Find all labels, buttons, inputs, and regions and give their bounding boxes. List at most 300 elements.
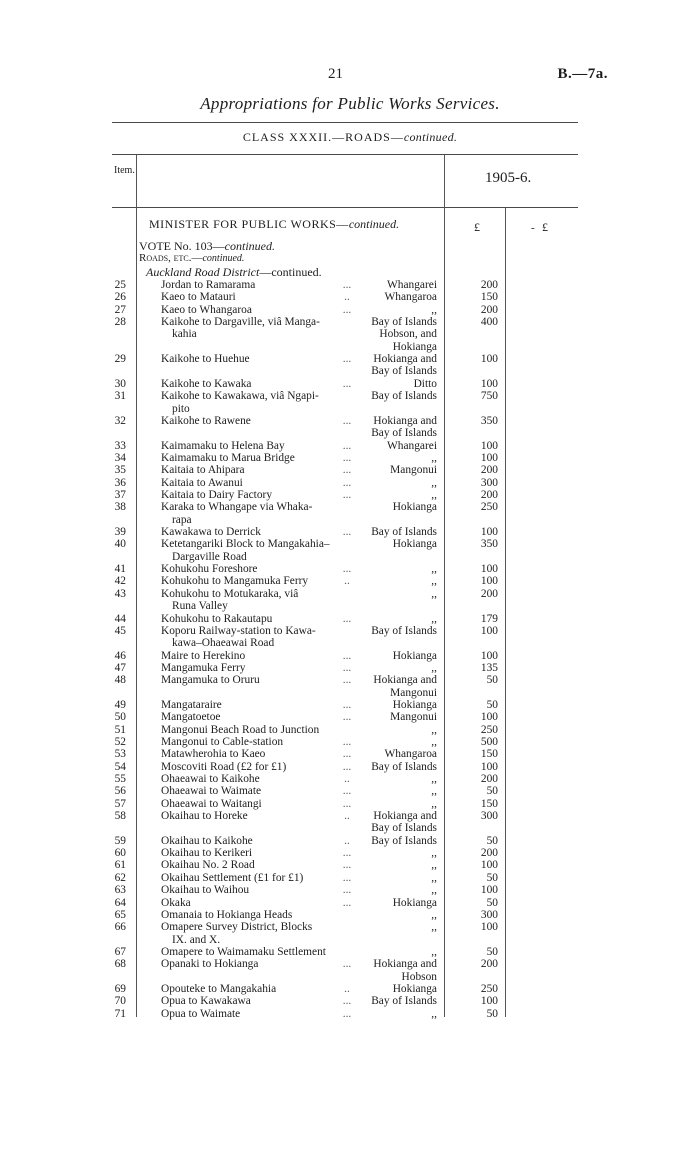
district-location: ,, <box>431 797 437 810</box>
district-location: Hokianga <box>392 340 437 353</box>
district-location: Bay of Islands <box>371 526 437 538</box>
amount: 200 <box>480 773 498 785</box>
amount: 100 <box>480 649 498 662</box>
table-row <box>0 650 700 663</box>
district-location: Ditto <box>413 377 437 390</box>
amount: 500 <box>480 736 498 748</box>
table-row <box>0 958 700 971</box>
roads-heading-main: Roads, etc.— <box>139 252 203 264</box>
table-row <box>0 983 700 996</box>
district-location: Bay of Islands <box>371 427 437 440</box>
table-row <box>0 613 700 626</box>
road-description: Ohaeawai to Waimate <box>161 785 262 798</box>
road-description: Okaka <box>161 896 191 909</box>
leader-dots: ... <box>342 464 352 477</box>
leader-dots: ... <box>342 451 352 464</box>
table-row <box>0 810 700 823</box>
table-row <box>0 427 700 440</box>
leader-dots: ... <box>342 279 352 291</box>
amount: 50 <box>486 945 498 958</box>
road-description: Mangonui to Cable-station <box>161 736 284 748</box>
item-number: 35 <box>114 464 126 477</box>
item-number: 51 <box>114 723 126 736</box>
road-description: Dargaville Road <box>172 550 247 563</box>
amount: 100 <box>480 995 498 1008</box>
table-row <box>0 403 700 416</box>
amount: 100 <box>480 760 498 773</box>
leader-dots: ... <box>342 785 352 798</box>
vote-heading-italic: continued. <box>224 239 275 253</box>
item-number: 49 <box>114 698 126 711</box>
amount: 100 <box>480 563 498 575</box>
district-location: Hokianga and <box>373 353 437 366</box>
road-description: Kaitaia to Dairy Factory <box>161 488 273 501</box>
table-row <box>0 971 700 984</box>
road-description: Kaikohe to Huehue <box>161 353 250 366</box>
leader-dots: ... <box>342 649 352 662</box>
report-reference: B.—7a. <box>557 66 608 82</box>
road-description: Ketetangariki Block to Mangakahia– <box>161 538 330 551</box>
page-title: Appropriations for Public Works Services. <box>200 94 500 113</box>
amount: 200 <box>480 303 498 316</box>
district-location: ,, <box>431 612 437 625</box>
table-row <box>0 464 700 477</box>
item-number: 42 <box>114 575 126 588</box>
amount: 300 <box>480 908 498 921</box>
leader-dots: ... <box>342 488 352 501</box>
amount: 100 <box>480 575 498 588</box>
table-row <box>0 773 700 786</box>
item-number: 71 <box>114 1007 126 1020</box>
table-row <box>0 477 700 490</box>
road-description: Kaikohe to Kawaka <box>161 377 252 390</box>
leader-dots: .. <box>344 810 350 822</box>
minister-heading <box>149 217 399 232</box>
roads-heading <box>139 252 244 264</box>
leader-dots: ... <box>342 661 352 674</box>
table-row <box>0 341 700 354</box>
road-description: Kohukohu to Mangamuka Ferry <box>161 575 309 588</box>
road-description: Kaikohe to Kawakawa, viâ Ngapi- <box>161 390 319 403</box>
district-location: ,, <box>431 945 437 958</box>
amount: 50 <box>486 785 498 798</box>
district-location: Mangonui <box>390 464 437 477</box>
district-location: ,, <box>431 859 437 872</box>
district-location: Bay of Islands <box>371 822 437 835</box>
item-number: 45 <box>114 624 126 637</box>
amount: 100 <box>480 859 498 872</box>
table-row <box>0 575 700 588</box>
district-location: Hokianga <box>392 698 437 711</box>
district-location: Hokianga and <box>373 414 437 427</box>
table-row <box>0 662 700 675</box>
item-number: 58 <box>114 810 126 822</box>
leader-dots: ... <box>342 476 352 489</box>
district-location: Bay of Islands <box>371 316 437 329</box>
leader-dots: ... <box>342 612 352 625</box>
district-location: Whangaroa <box>384 291 437 304</box>
item-number: 55 <box>114 773 126 785</box>
road-description: Kaeo to Whangaroa <box>161 303 252 316</box>
table-row <box>0 378 700 391</box>
item-number: 44 <box>114 612 126 625</box>
district-location: Hokianga <box>392 896 437 909</box>
road-description: pito <box>172 402 190 415</box>
table-row <box>0 353 700 366</box>
leader-dots: ... <box>342 797 352 810</box>
table-row <box>0 328 700 341</box>
road-description: kawa–Ohaeawai Road <box>172 637 275 650</box>
table-row <box>0 415 700 428</box>
table-row <box>0 538 700 551</box>
leader-dots: ... <box>342 884 352 897</box>
table-row <box>0 699 700 712</box>
table-row <box>0 884 700 897</box>
district-location: ,, <box>431 723 437 736</box>
leader-dots: ... <box>342 736 352 748</box>
district-location: ,, <box>431 884 437 897</box>
amount: 150 <box>480 748 498 761</box>
item-number: 69 <box>114 982 126 995</box>
district-location: Whangarei <box>387 439 437 452</box>
item-number: 59 <box>114 834 126 847</box>
road-description: Okaihau No. 2 Road <box>161 859 255 872</box>
table-row <box>0 761 700 774</box>
amount: 400 <box>480 316 498 329</box>
leader-dots: ... <box>342 847 352 860</box>
amount: 200 <box>480 488 498 501</box>
district-location: Bay of Islands <box>371 995 437 1008</box>
road-description: Opua to Waimate <box>161 1007 241 1020</box>
item-number: 25 <box>114 279 126 291</box>
item-number: 46 <box>114 649 126 662</box>
amount: 750 <box>480 390 498 403</box>
item-number: 34 <box>114 451 126 464</box>
class-subtitle-italic: continued. <box>403 130 458 144</box>
district-location: ,, <box>431 563 437 575</box>
district-location: ,, <box>431 476 437 489</box>
road-description: Koporu Railway-station to Kawa- <box>161 624 316 637</box>
district-location: ,, <box>431 921 437 934</box>
leader-dots: ... <box>342 995 352 1008</box>
district-location: ,, <box>431 587 437 600</box>
item-number: 31 <box>114 390 126 403</box>
leader-dots: .. <box>344 291 350 304</box>
table-row <box>0 304 700 317</box>
road-description: Maire to Herekino <box>161 649 246 662</box>
amount: 50 <box>486 698 498 711</box>
district-location: Hobson <box>401 970 437 983</box>
district-location: ,, <box>431 908 437 921</box>
district-location: ,, <box>431 451 437 464</box>
item-number: 66 <box>114 921 126 934</box>
leader-dots: ... <box>342 896 352 909</box>
district-location: Hokianga <box>392 538 437 551</box>
item-number: 29 <box>114 353 126 366</box>
road-description: rapa <box>172 513 192 526</box>
district-location: Bay of Islands <box>371 834 437 847</box>
table-row <box>0 748 700 761</box>
amount: 350 <box>480 538 498 551</box>
leader-dots: ... <box>342 698 352 711</box>
amount: 100 <box>480 624 498 637</box>
road-description: Kaimamaku to Marua Bridge <box>161 451 295 464</box>
leader-dots: ... <box>342 760 352 773</box>
table-row <box>0 600 700 613</box>
road-description: Omapere Survey District, Blocks <box>161 921 313 934</box>
district-location: ,, <box>431 736 437 748</box>
district-location: Whangarei <box>387 279 437 291</box>
amount: 100 <box>480 439 498 452</box>
item-number: 28 <box>114 316 126 329</box>
leader-dots: ... <box>342 1007 352 1020</box>
item-column-header: Item. <box>114 165 135 176</box>
item-number: 60 <box>114 847 126 860</box>
table-row <box>0 822 700 835</box>
item-number: 68 <box>114 958 126 971</box>
district-location: Bay of Islands <box>371 624 437 637</box>
leader-dots: ... <box>342 439 352 452</box>
class-subtitle-main: CLASS XXXII.—ROADS— <box>242 130 404 144</box>
road-description: Kaimamaku to Helena Bay <box>161 439 285 452</box>
table-row <box>0 724 700 737</box>
table-row <box>0 995 700 1008</box>
district-location: Hokianga and <box>373 958 437 971</box>
district-location: Hokianga <box>392 649 437 662</box>
table-row <box>0 934 700 947</box>
item-number: 57 <box>114 797 126 810</box>
minister-heading-italic: continued. <box>348 217 400 231</box>
district-location: ,, <box>431 847 437 860</box>
table-row <box>0 835 700 848</box>
district-location: Bay of Islands <box>371 390 437 403</box>
leader-dots: ... <box>342 303 352 316</box>
class-subtitle <box>0 130 700 145</box>
item-number: 36 <box>114 476 126 489</box>
road-description: Ohaeawai to Kaikohe <box>161 773 260 785</box>
item-number: 30 <box>114 377 126 390</box>
item-number: 37 <box>114 488 126 501</box>
amount: 250 <box>480 723 498 736</box>
district-location: ,, <box>431 488 437 501</box>
road-description: Opouteke to Mangakahia <box>161 982 277 995</box>
leader-dots: .. <box>344 834 350 847</box>
road-description: Jordan to Ramarama <box>161 279 256 291</box>
leader-dots: .. <box>344 982 350 995</box>
road-description: Opua to Kawakawa <box>161 995 251 1008</box>
table-row <box>0 798 700 811</box>
item-number: 47 <box>114 661 126 674</box>
amount: 135 <box>480 661 498 674</box>
table-row <box>0 390 700 403</box>
leader-dots: ... <box>342 353 352 366</box>
road-description: Omapere to Waimamaku Settlement <box>161 945 326 958</box>
year-column-header: 1905-6. <box>485 170 532 186</box>
table-row <box>0 291 700 304</box>
road-description: Runa Valley <box>172 600 228 613</box>
table-row <box>0 452 700 465</box>
vote-heading-main: VOTE No. 103— <box>139 239 225 253</box>
leader-dots: .. <box>344 773 350 785</box>
header-bottom-rule <box>112 207 578 208</box>
table-row <box>0 785 700 798</box>
item-number: 64 <box>114 896 126 909</box>
amount: 200 <box>480 847 498 860</box>
item-number: 70 <box>114 995 126 1008</box>
amount: 300 <box>480 476 498 489</box>
road-description: Kaitaia to Awanui <box>161 476 243 489</box>
leader-dots: ... <box>342 526 352 538</box>
road-description: Mangonui Beach Road to Junction <box>161 723 320 736</box>
table-row <box>0 365 700 378</box>
table-row <box>0 674 700 687</box>
item-number: 53 <box>114 748 126 761</box>
table-row <box>0 440 700 453</box>
item-number: 43 <box>114 587 126 600</box>
roads-heading-italic: continued. <box>202 253 245 264</box>
district-location: ,, <box>431 303 437 316</box>
item-number: 50 <box>114 711 126 724</box>
amount: 200 <box>480 587 498 600</box>
amount: 300 <box>480 810 498 822</box>
road-description: Kohukohu to Motukaraka, viâ <box>161 587 299 600</box>
leader-dots: ... <box>342 674 352 687</box>
item-number: 26 <box>114 291 126 304</box>
amount: 250 <box>480 501 498 514</box>
district-location: Mangonui <box>390 686 437 699</box>
road-description: Kaitaia to Ahipara <box>161 464 245 477</box>
amount: 200 <box>480 279 498 291</box>
table-row <box>0 897 700 910</box>
table-row <box>0 489 700 502</box>
road-description: Kaikohe to Dargaville, viâ Manga- <box>161 316 320 329</box>
road-description: Mangamuka to Oruru <box>161 674 260 687</box>
table-row <box>0 687 700 700</box>
district-location: Mangonui <box>390 711 437 724</box>
item-number: 27 <box>114 303 126 316</box>
leader-dots: ... <box>342 859 352 872</box>
road-description: Okaihau to Horeke <box>161 810 248 822</box>
table-row <box>0 921 700 934</box>
road-description: Kaeo to Matauri <box>161 291 236 304</box>
table-row <box>0 872 700 885</box>
item-number: 40 <box>114 538 126 551</box>
road-description: Karaka to Whangape via Whaka- <box>161 501 313 514</box>
road-description: Omanaia to Hokianga Heads <box>161 908 293 921</box>
item-number: 48 <box>114 674 126 687</box>
district-location: Hokianga <box>392 501 437 514</box>
amount: 200 <box>480 958 498 971</box>
amount: 350 <box>480 414 498 427</box>
district-location: ,, <box>431 785 437 798</box>
amount: 250 <box>480 982 498 995</box>
pound-sign-2: £ <box>542 220 548 234</box>
district-heading <box>146 265 322 280</box>
amount: 50 <box>486 896 498 909</box>
amount: 150 <box>480 797 498 810</box>
item-number: 61 <box>114 859 126 872</box>
district-location: Hokianga and <box>373 810 437 822</box>
district-heading-italic: Auckland Road District <box>146 265 260 279</box>
item-number: 41 <box>114 563 126 575</box>
item-number: 39 <box>114 526 126 538</box>
amount: 50 <box>486 674 498 687</box>
table-row <box>0 909 700 922</box>
district-location: Hobson, and <box>379 328 437 341</box>
district-location: Hokianga <box>392 982 437 995</box>
table-row <box>0 637 700 650</box>
table-row <box>0 526 700 539</box>
road-description: Ohaeawai to Waitangi <box>161 797 262 810</box>
leader-dots: ... <box>342 377 352 390</box>
table-row <box>0 1008 700 1021</box>
district-location: ,, <box>431 661 437 674</box>
table-row <box>0 501 700 514</box>
item-number: 63 <box>114 884 126 897</box>
column-dash: - <box>531 222 535 234</box>
road-description: Kohukohu to Rakautapu <box>161 612 273 625</box>
road-description: Okaihau to Waihou <box>161 884 250 897</box>
district-location: Hokianga and <box>373 674 437 687</box>
road-description: Moscoviti Road (£2 for £1) <box>161 760 287 773</box>
leader-dots: ... <box>342 563 352 575</box>
road-description: Kohukohu Foreshore <box>161 563 258 575</box>
road-description: Mangataraire <box>161 698 222 711</box>
item-number: 65 <box>114 908 126 921</box>
leader-dots: ... <box>342 711 352 724</box>
title-rule <box>112 122 578 123</box>
item-number: 33 <box>114 439 126 452</box>
table-row <box>0 514 700 527</box>
road-description: Mangatoetoe <box>161 711 221 724</box>
table-row <box>0 279 700 292</box>
pound-sign-1: £ <box>474 220 480 234</box>
amount: 50 <box>486 834 498 847</box>
page-number: 21 <box>328 66 343 82</box>
amount: 100 <box>480 711 498 724</box>
item-number: 56 <box>114 785 126 798</box>
amount: 100 <box>480 921 498 934</box>
district-location: ,, <box>431 575 437 588</box>
amount: 179 <box>480 612 498 625</box>
table-row <box>0 588 700 601</box>
leader-dots: ... <box>342 748 352 761</box>
item-number: 32 <box>114 414 126 427</box>
amount: 150 <box>480 291 498 304</box>
road-description: kahia <box>172 328 197 341</box>
leader-dots: ... <box>342 414 352 427</box>
table-row <box>0 625 700 638</box>
table-row <box>0 847 700 860</box>
district-location: Whangaroa <box>384 748 437 761</box>
item-number: 62 <box>114 871 126 884</box>
road-description: Matawherohia to Kaeo <box>161 748 266 761</box>
amount: 100 <box>480 353 498 366</box>
minister-heading-main: MINISTER FOR PUBLIC WORKS— <box>149 217 349 231</box>
road-description: IX. and X. <box>172 933 221 946</box>
amount: 50 <box>486 871 498 884</box>
district-location: Bay of Islands <box>371 365 437 378</box>
road-description: Kawakawa to Derrick <box>161 526 261 538</box>
district-location: ,, <box>431 1007 437 1020</box>
table-row <box>0 859 700 872</box>
table-row <box>0 736 700 749</box>
road-description: Opanaki to Hokianga <box>161 958 259 971</box>
amount: 100 <box>480 884 498 897</box>
amount: 50 <box>486 1007 498 1020</box>
road-description: Okaihau to Kerikeri <box>161 847 253 860</box>
header-top-rule <box>112 154 578 155</box>
